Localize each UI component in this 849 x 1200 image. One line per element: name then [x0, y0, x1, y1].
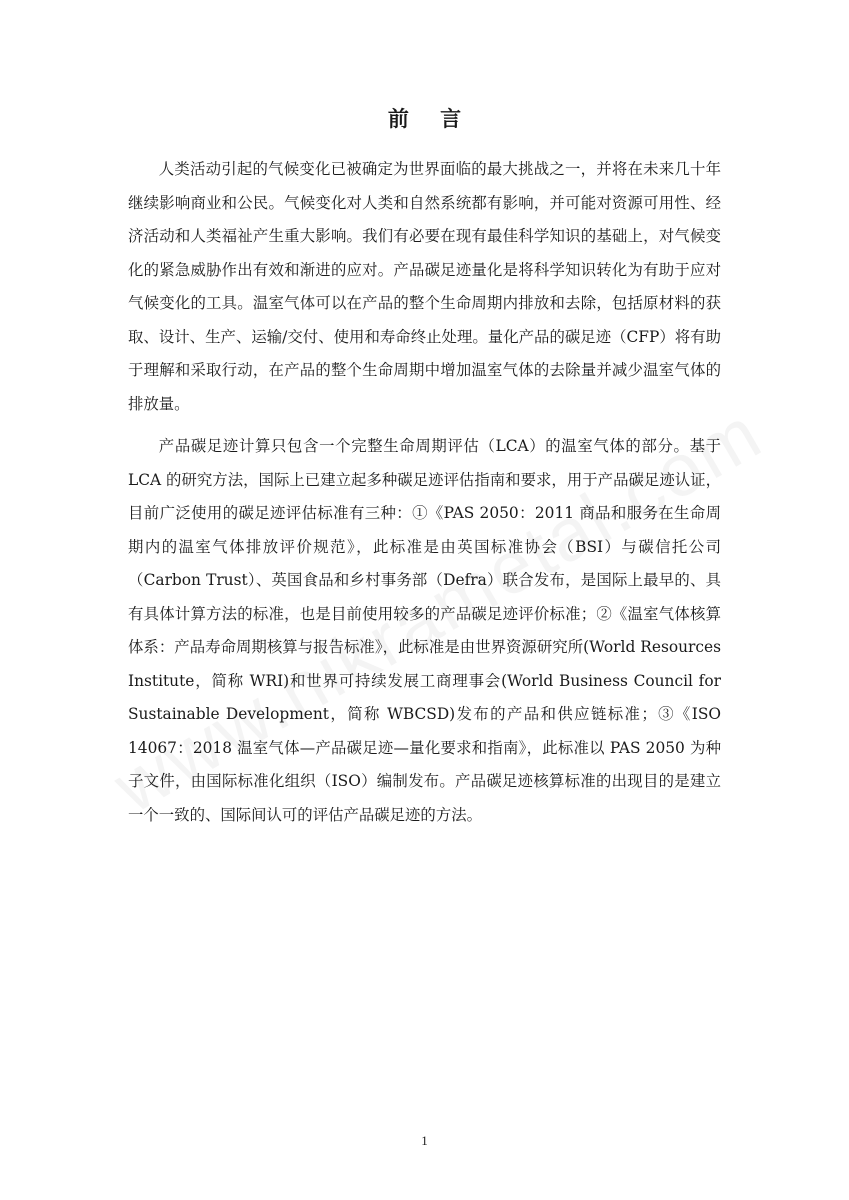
document-body	[128, 153, 721, 841]
page-number: 1	[421, 1133, 428, 1148]
paragraph-1: 人类活动引起的气候变化已被确定为世界面临的最大挑战之一，并将在未来几十年继续影响商业和公民。气候变化对人类和自然系统都有影响，并可能对资源可用性、经济活动和人类福祉产生重大影响。我们有必要在现有最佳科学知识的基础上，对气候变化的紧急威胁作出有效和渐进的应对。产品碳足迹量化是将科学知识转化为有助于应对气候变化的工具。温室气体可以在产品的整个生命周期内排放和去除，包括原材料的获取、设计、生产、运输/交付、使用和寿命终止处理。量化产品的碳足迹（CFP）将有助于理解和采取行动，在产品的整个生命周期中增加温室气体的去除量并减少温室气体的排放量。	[128, 160, 721, 413]
paragraph-2: 产品碳足迹计算只包含一个完整生命周期评估（LCA）的温室气体的部分。基于 LCA 的研究方法，国际上已建立起多种碳足迹评估指南和要求，用于产品碳足迹认证，目前广泛使用的碳足迹评估标准有三种：①《PAS 2050：2011 商品和服务在生命周期内的温室气体排放评价规范》，此标准是由英国标准协会（BSI）与碳信托公司（Carbon Trust）、英国食品和乡村事务部（Defra）联合发布，是国际上最早的、具有具体计算方法的标准，也是目前使用较多的产品碳足迹评价标准；②《温室气体核算体系：产品寿命周期核算与报告标准》，此标准是由世界资源研究所(World Resources Institute，简称 WRI)和世界可持续发展工商理事会(World Business Council for Sustainable Development，简称 WBCSD)发布的产品和供应链标准；③《ISO 14067：2018 温室气体—产品碳足迹—量化要求和指南》，此标准以 PAS 2050 为种子文件，由国际标准化组织（ISO）编制发布。产品碳足迹核算标准的出现目的是建立一个一致的、国际间认可的评估产品碳足迹的方法。	[128, 437, 721, 824]
page-title: 前 言	[387, 107, 474, 131]
